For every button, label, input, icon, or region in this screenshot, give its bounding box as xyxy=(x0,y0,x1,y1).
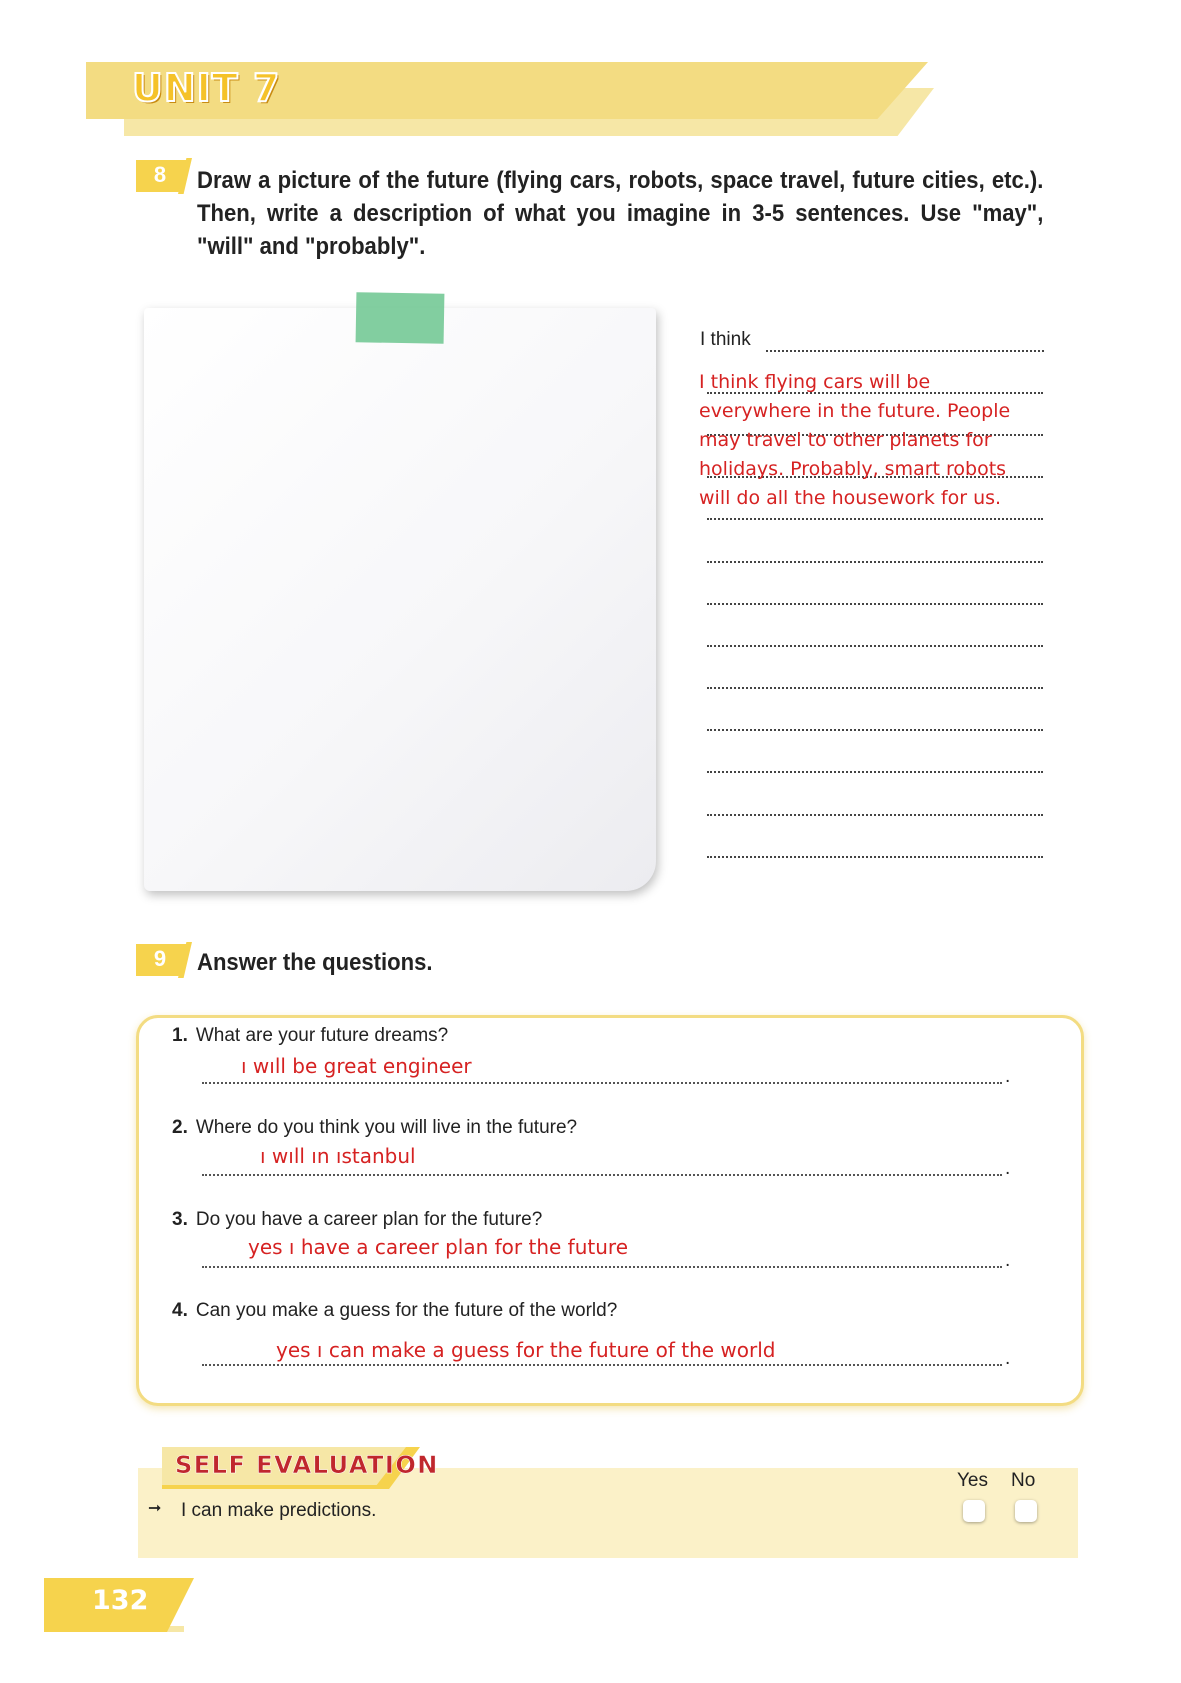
question-number: 1. xyxy=(172,1025,188,1046)
exercise-9-instruction: Answer the questions. xyxy=(197,949,433,976)
question-number: 2. xyxy=(172,1117,188,1138)
answer-2[interactable]: ı wıll ın ıstanbul xyxy=(260,1144,416,1168)
answer-period: . xyxy=(1005,1348,1011,1369)
exercise-8-instruction: Draw a picture of the future (flying cars, robots, space travel, future cities, etc.). Then, write a description of what you imagine in 3-5 sentences. Use "may", "will" and "probably". xyxy=(197,167,1044,260)
no-checkbox[interactable] xyxy=(1015,1500,1037,1522)
write-line[interactable] xyxy=(707,561,1043,563)
answer-3[interactable]: yes ı have a career plan for the future xyxy=(248,1235,628,1259)
write-line[interactable] xyxy=(707,645,1043,647)
question-text: What are your future dreams? xyxy=(195,1025,449,1046)
arrow-icon: ➞ xyxy=(148,1500,162,1517)
question-1 xyxy=(172,1025,448,1047)
page-number: 132 xyxy=(92,1585,149,1616)
tape-icon xyxy=(356,292,445,344)
answer-4[interactable]: yes ı can make a guess for the future of the world xyxy=(276,1338,776,1362)
question-4 xyxy=(172,1300,617,1322)
question-text: Can you make a guess for the future of the world? xyxy=(195,1300,618,1321)
write-line[interactable] xyxy=(766,350,1044,352)
answer-1[interactable]: ı wıll be great engineer xyxy=(241,1054,472,1078)
answer-period: . xyxy=(1005,1066,1011,1087)
write-line[interactable] xyxy=(707,729,1043,731)
write-line[interactable] xyxy=(707,687,1043,689)
write-line[interactable] xyxy=(707,518,1043,520)
answer-line[interactable] xyxy=(202,1174,1002,1176)
write-line[interactable] xyxy=(707,771,1043,773)
write-line[interactable] xyxy=(707,856,1043,858)
question-number: 3. xyxy=(172,1209,188,1230)
unit-title: UNIT 7 xyxy=(132,66,281,110)
write-line[interactable] xyxy=(707,603,1043,605)
question-text: Do you have a career plan for the future? xyxy=(195,1209,543,1230)
answer-line[interactable] xyxy=(202,1266,1002,1268)
self-evaluation-title: SELF EVALUATION xyxy=(175,1451,439,1479)
exercise-9-number: 9 xyxy=(153,946,167,971)
question-number: 4. xyxy=(172,1300,188,1321)
answer-period: . xyxy=(1005,1158,1011,1179)
answer-period: . xyxy=(1005,1250,1011,1271)
handwritten-description[interactable]: I think flying cars will be everywhere in the future. People may travel to other planets for holidays. Probably, smart robots will do all the housework for us. xyxy=(699,371,1011,509)
yes-checkbox[interactable] xyxy=(963,1500,985,1522)
yes-label: Yes xyxy=(957,1470,988,1491)
answer-line[interactable] xyxy=(202,1364,1002,1366)
prompt-i-think: I think xyxy=(700,329,751,350)
write-line[interactable] xyxy=(707,814,1043,816)
exercise-8-number: 8 xyxy=(153,162,167,187)
question-2 xyxy=(172,1117,577,1139)
drawing-paper[interactable] xyxy=(144,308,656,891)
question-3 xyxy=(172,1209,542,1231)
question-text: Where do you think you will live in the future? xyxy=(195,1117,578,1138)
self-evaluation-statement: I can make predictions. xyxy=(181,1500,377,1521)
answer-line[interactable] xyxy=(202,1082,1002,1084)
no-label: No xyxy=(1011,1470,1036,1491)
